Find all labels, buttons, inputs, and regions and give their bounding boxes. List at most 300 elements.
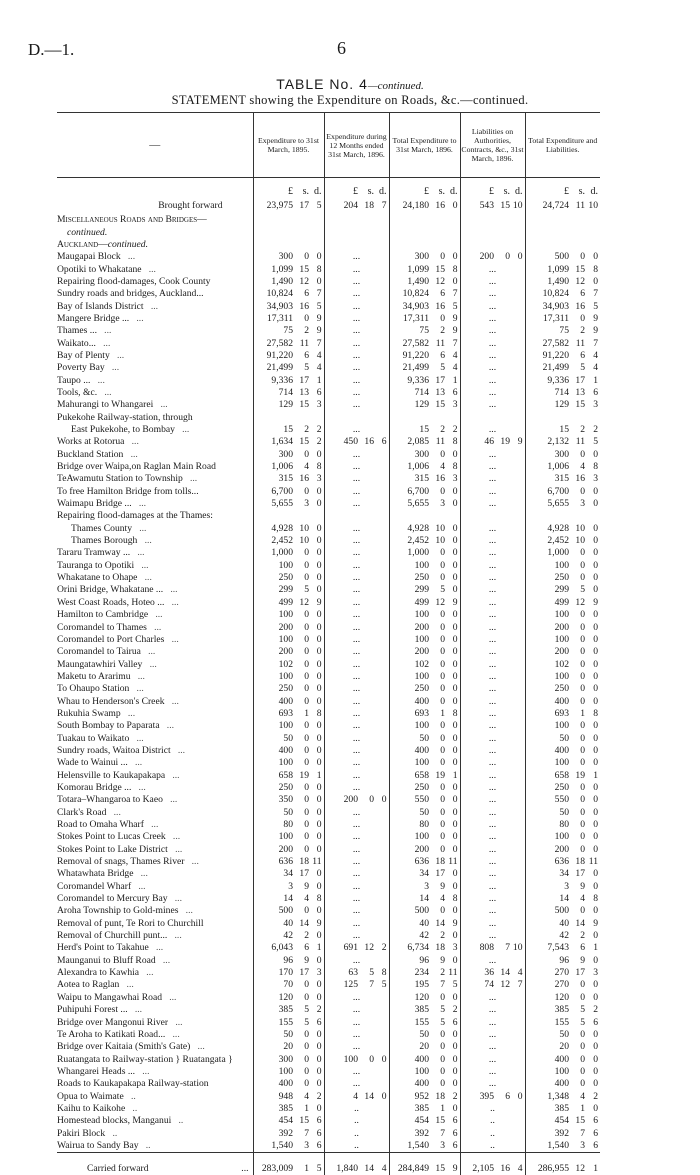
shillings-value: 0 (580, 720, 585, 732)
shillings-value: 4 (304, 893, 309, 905)
pence-value: 0 (309, 634, 324, 646)
pence-value: 7 (593, 337, 598, 349)
pence-value: 0 (593, 448, 598, 460)
shillings-value: 0 (580, 831, 585, 843)
value-placeholder: ... (324, 868, 389, 880)
row-label-text: Waimapu Bridge ... (57, 498, 132, 510)
leader-dots: ... (144, 572, 152, 584)
pence-value: 0 (445, 523, 460, 535)
pounds-value: 2,452 (271, 535, 293, 547)
table-title-suffix: —continued. (367, 80, 424, 92)
row-label (57, 646, 253, 658)
shillings-value: 5 (369, 967, 374, 979)
shillings-value: 0 (304, 559, 309, 571)
leader-dots: ... (137, 547, 145, 559)
row-label (57, 424, 253, 436)
pounds-value: 34 (559, 868, 569, 880)
pounds-value: 299 (278, 584, 293, 596)
pence-value: 0 (445, 634, 460, 646)
shillings-value: 2 (440, 424, 445, 436)
pence-value: 2 (445, 1090, 460, 1102)
unit-pence: d. (590, 186, 598, 197)
empty-cell (324, 412, 389, 424)
table-row (57, 560, 600, 572)
pence-value: 0 (445, 905, 460, 917)
pounds-value: 96 (559, 954, 569, 966)
table-row (57, 819, 600, 831)
row-label-text: Maunganui to Bluff Road (57, 954, 156, 966)
pounds-value: 250 (278, 572, 293, 584)
pence-value: 9 (445, 918, 460, 930)
table-row (57, 646, 600, 658)
section-continued-row-label (57, 226, 253, 238)
shillings-value: 0 (580, 819, 585, 831)
pounds-value: 499 (414, 596, 429, 608)
leader-dots: ... (172, 831, 181, 843)
shillings-value: 0 (580, 781, 585, 793)
pence-value: 11 (445, 856, 460, 868)
pounds-value: 400 (554, 1078, 569, 1090)
shillings-value: 15 (435, 263, 445, 275)
value-placeholder: ... (460, 708, 525, 720)
row-label-text: Rukuhia Swamp (57, 707, 121, 719)
shillings-value: 0 (440, 572, 445, 584)
row-label (57, 547, 253, 559)
pounds-value: 200 (554, 843, 569, 855)
row-label-text: Road to Omaha Wharf (57, 819, 144, 831)
row-label-text: Waipu to Mangawhai Road (57, 991, 163, 1003)
shillings-value: 9 (304, 880, 309, 892)
pounds-value: 74 (484, 979, 494, 991)
pence-value: 9 (445, 325, 460, 337)
pence-value: 0 (309, 868, 324, 880)
pounds-value: 4 (353, 1090, 358, 1102)
pence-value: 0 (309, 1078, 324, 1090)
pence-value: 2 (309, 424, 324, 436)
pence-value: 0 (309, 807, 324, 819)
row-label (57, 881, 253, 893)
pounds-value: 6,700 (271, 485, 293, 497)
shillings-value: 0 (304, 1053, 309, 1065)
row-label-text: Coromandel Wharf (57, 880, 132, 892)
shillings-value: 3 (304, 1139, 309, 1151)
shillings-value: 0 (580, 979, 585, 991)
pounds-value: 300 (554, 448, 569, 460)
pounds-value: 350 (278, 794, 293, 806)
shillings-value: 0 (580, 1053, 585, 1065)
pence-value: 9 (309, 597, 324, 609)
shillings-value: 1 (440, 707, 445, 719)
pounds-value: 100 (414, 1065, 429, 1077)
table-row (57, 300, 600, 312)
value-placeholder: ... (324, 831, 389, 843)
row-label (57, 251, 253, 263)
empty-cell (324, 226, 389, 238)
pounds-value: 100 (554, 831, 569, 843)
value-placeholder: ... (324, 720, 389, 732)
value-placeholder: ... (460, 918, 525, 930)
leader-dots: ... (182, 424, 190, 436)
pence-value: 2 (374, 942, 389, 954)
column-header-expenditure-12-months: Expenditure during 12 Months ended 31st March, 1896. (324, 113, 389, 178)
row-label-text: Bridge over Mangonui River (57, 1016, 169, 1028)
shillings-value: 6 (580, 288, 585, 300)
value-placeholder: ... (460, 905, 525, 917)
row-label (57, 868, 253, 880)
row-label-text: Tools, &c. (57, 386, 98, 398)
table-row (57, 1066, 600, 1078)
shillings-value: 0 (580, 670, 585, 682)
value-placeholder: ... (324, 732, 389, 744)
pounds-value: 400 (554, 744, 569, 756)
row-label (57, 498, 253, 510)
table-row (57, 609, 600, 621)
pounds-value: 693 (554, 707, 569, 719)
shillings-value: 5 (440, 1016, 445, 1028)
pence-value: 6 (593, 1127, 598, 1139)
pence-value: 0 (445, 658, 460, 670)
row-label-text: Poverty Bay (57, 362, 105, 374)
value-placeholder: ... (460, 523, 525, 535)
pence-value: 9 (309, 325, 324, 337)
row-label (57, 300, 253, 312)
pence-value: 0 (445, 560, 460, 572)
shillings-value: 0 (304, 819, 309, 831)
value-placeholder: ... (460, 955, 525, 967)
pounds-value: 102 (278, 658, 293, 670)
value-placeholder: ... (324, 930, 389, 942)
pounds-value: 250 (278, 683, 293, 695)
table-row (57, 325, 600, 337)
pounds-value: 120 (278, 991, 293, 1003)
shillings-value: 13 (575, 386, 585, 398)
pence-value: 0 (445, 683, 460, 695)
pence-value: 8 (309, 263, 324, 275)
value-placeholder: ... (460, 745, 525, 757)
table-row (57, 831, 600, 843)
leader-dots: ... (144, 535, 152, 547)
pounds-value: 40 (419, 917, 429, 929)
table-row (57, 1127, 600, 1139)
shillings-value: 5 (440, 362, 445, 374)
pence-value: 2 (445, 424, 460, 436)
shillings-value: 2 (580, 424, 585, 436)
shillings-value: 0 (304, 572, 309, 584)
pence-value: 0 (309, 979, 324, 991)
pence-value: 8 (309, 461, 324, 473)
pounds-value: 300 (278, 1053, 293, 1065)
row-label (57, 782, 253, 794)
value-placeholder: ... (324, 251, 389, 263)
value-placeholder: ... (460, 658, 525, 670)
column-header-description: — (57, 113, 253, 178)
shillings-value: 15 (575, 263, 585, 275)
row-label-text: Kaihu to Kaikohe (57, 1102, 126, 1114)
table-row (57, 708, 600, 720)
value-placeholder: ... (460, 449, 525, 461)
pence-value: 0 (445, 992, 460, 1004)
pounds-value: 100 (414, 559, 429, 571)
value-placeholder: ... (324, 276, 389, 288)
shillings-value: 0 (580, 251, 585, 263)
shillings-value: 0 (440, 843, 445, 855)
table-row (57, 1140, 600, 1153)
table-row (57, 621, 600, 633)
pounds-value: 1,634 (271, 436, 293, 448)
table-row (57, 1090, 600, 1102)
row-label-text: Coromandel to Thames (57, 621, 147, 633)
pence-value: 1 (445, 374, 460, 386)
shillings-value: 0 (440, 658, 445, 670)
pence-value: 0 (593, 559, 598, 571)
leader-dots: ... (134, 757, 143, 769)
table-row (57, 362, 600, 374)
pounds-value: 1,099 (407, 263, 429, 275)
leader-dots: ... (148, 263, 156, 275)
row-label (57, 720, 253, 732)
pounds-value: 1,000 (407, 547, 429, 559)
leader-dots: ... (136, 683, 144, 695)
pence-value: 0 (445, 1041, 460, 1053)
unit-shilling: s. (503, 186, 510, 197)
value-placeholder: ... (324, 745, 389, 757)
value-placeholder: ... (324, 844, 389, 856)
shillings-value: 0 (440, 683, 445, 695)
pence-value: 0 (593, 880, 598, 892)
shillings-value: 14 (435, 917, 445, 929)
pence-value: 0 (374, 794, 389, 806)
row-label-text: Tararu Tramway ... (57, 547, 131, 559)
pounds-value: 9,336 (271, 374, 293, 386)
shillings-value: 7 (580, 1127, 585, 1139)
shillings-value: 12 (299, 596, 309, 608)
shillings-value: 0 (580, 547, 585, 559)
shillings-value: 0 (440, 720, 445, 732)
pence-value: 6 (309, 1016, 324, 1028)
pence-value: 7 (445, 337, 460, 349)
pounds-value: 23,975 (266, 200, 293, 211)
pounds-value: 21,499 (266, 362, 293, 374)
pence-value: 2 (309, 436, 324, 448)
shillings-value: 0 (440, 1065, 445, 1077)
pounds-value: 2,452 (407, 535, 429, 547)
row-label (57, 708, 253, 720)
table-row (57, 955, 600, 967)
pence-value: 4 (593, 362, 598, 374)
pounds-value: 499 (554, 596, 569, 608)
value-placeholder: ... (460, 399, 525, 411)
table-row (57, 918, 600, 930)
pounds-value: 392 (278, 1127, 293, 1139)
leader-dots: ... (138, 781, 146, 793)
shillings-value: 9 (580, 880, 585, 892)
pounds-value: 6,734 (407, 942, 429, 954)
pounds-value: 34 (283, 868, 293, 880)
row-label-text: Waikato... (57, 337, 96, 349)
table-row (57, 350, 600, 362)
pence-value: 0 (445, 794, 460, 806)
shillings-value: 11 (575, 337, 585, 349)
empty-cell (253, 510, 324, 522)
pence-value: 6 (445, 1127, 460, 1139)
value-placeholder: ... (324, 918, 389, 930)
pence-value: 0 (593, 905, 598, 917)
pounds-value: 96 (419, 954, 429, 966)
shillings-value: 7 (505, 942, 510, 954)
shillings-value: 1 (580, 1102, 585, 1114)
pounds-value: 200 (414, 621, 429, 633)
value-placeholder: ... (324, 1078, 389, 1090)
row-label (57, 510, 253, 522)
row-label (57, 1127, 253, 1139)
value-placeholder: ... (324, 387, 389, 399)
leader-dots: ... (151, 819, 159, 831)
shillings-value: 0 (369, 1053, 374, 1065)
value-placeholder: ... (324, 449, 389, 461)
row-label-text: Repairing flood-damages at the Thames: (57, 510, 213, 522)
table-row (57, 313, 600, 325)
row-label-text: West Coast Roads, Hoteo ... (57, 596, 165, 608)
pence-value: 0 (445, 831, 460, 843)
row-label-text: Herd's Point to Takahue (57, 942, 149, 954)
subsection-heading-row-label (57, 239, 253, 251)
leader-dots: ... (113, 806, 121, 818)
pounds-value: 91,220 (266, 349, 293, 361)
pounds-value: 100 (554, 559, 569, 571)
value-placeholder: ... (460, 498, 525, 510)
pounds-value: 10,824 (402, 288, 429, 300)
shillings-value: 3 (304, 498, 309, 510)
shillings-value: 4 (304, 461, 309, 473)
shillings-value: 12 (364, 942, 374, 954)
shillings-value: 6 (304, 288, 309, 300)
value-placeholder: .. (324, 1103, 389, 1115)
shillings-value: 19 (299, 769, 309, 781)
table-row (57, 436, 600, 448)
pence-value: 0 (593, 831, 598, 843)
pounds-value: 15 (559, 424, 569, 436)
pounds-value: 42 (559, 930, 569, 942)
pence-value: 0 (445, 1066, 460, 1078)
pence-value: 0 (593, 1041, 598, 1053)
table-row (57, 584, 600, 596)
value-placeholder: ... (324, 955, 389, 967)
shillings-value: 12 (435, 596, 445, 608)
pounds-value: 100 (414, 670, 429, 682)
pounds-value: 500 (554, 905, 569, 917)
leader-dots: ... (189, 473, 198, 485)
leader-dots: ... (116, 349, 125, 361)
pence-value: 8 (593, 263, 598, 275)
table-row (57, 930, 600, 942)
pounds-value: 120 (554, 991, 569, 1003)
pounds-value: 300 (414, 251, 429, 263)
table-row (57, 1115, 600, 1127)
shillings-value: 0 (580, 658, 585, 670)
pounds-value: 17,311 (266, 312, 293, 324)
shillings-value: 0 (440, 757, 445, 769)
value-placeholder: ... (460, 720, 525, 732)
row-label (57, 819, 253, 831)
pence-value: 0 (593, 535, 598, 547)
shillings-value: 5 (304, 362, 309, 374)
table-row (57, 387, 600, 399)
shillings-value: 17 (575, 967, 585, 979)
shillings-value: 2 (580, 325, 585, 337)
row-label (57, 794, 253, 806)
row-label-text: Coromandel to Mercury Bay (57, 893, 168, 905)
pounds-value: 40 (283, 917, 293, 929)
pounds-value: 395 (479, 1090, 494, 1102)
pence-value: 8 (309, 708, 324, 720)
shillings-value: 0 (304, 1041, 309, 1053)
pence-value: 4 (510, 1153, 525, 1175)
value-placeholder: .. (460, 1127, 525, 1139)
table-row (57, 745, 600, 757)
pounds-value: 550 (554, 794, 569, 806)
expenditure-table (57, 112, 600, 1175)
table-row (57, 1016, 600, 1028)
row-label-text: Stokes Point to Lucas Creek (57, 831, 166, 843)
row-label (57, 955, 253, 967)
shillings-value: 17 (299, 200, 309, 211)
pence-value: 6 (309, 387, 324, 399)
empty-cell (525, 510, 600, 522)
table-row (57, 634, 600, 646)
pounds-value: 2,105 (460, 1153, 494, 1175)
shillings-value: 0 (580, 1041, 585, 1053)
pence-value: 7 (445, 288, 460, 300)
row-label-text: Works at Rotorua (57, 436, 125, 448)
shillings-value: 15 (299, 1115, 309, 1127)
unit-pence: d. (309, 178, 324, 199)
pence-value: 5 (445, 300, 460, 312)
table-row (57, 856, 600, 868)
empty-cell (324, 510, 389, 522)
shillings-value: 0 (580, 991, 585, 1003)
leader-dots: ... (185, 905, 193, 917)
row-label (57, 634, 253, 646)
shillings-value: 11 (299, 337, 309, 349)
row-label-text: Bay of Plenty (57, 349, 110, 361)
value-placeholder: ... (460, 461, 525, 473)
row-label-text: Tauranga to Opotiki (57, 559, 135, 571)
pounds-value: 100 (554, 609, 569, 621)
shillings-value: 0 (304, 1065, 309, 1077)
shillings-value: 15 (435, 399, 445, 411)
value-placeholder: ... (460, 646, 525, 658)
row-label (57, 732, 253, 744)
pence-value: 9 (593, 917, 598, 929)
pounds-value: 714 (278, 386, 293, 398)
pence-value: 0 (309, 782, 324, 794)
pounds-value: 5,655 (271, 498, 293, 510)
table-row (57, 757, 600, 769)
shillings-value: 5 (440, 584, 445, 596)
shillings-value: 0 (580, 683, 585, 695)
column-header-expenditure-1895: Expenditure to 31st March, 1895. (253, 113, 324, 178)
row-label-text: Homestead blocks, Manganui (57, 1115, 172, 1127)
pounds-value: 948 (278, 1090, 293, 1102)
shillings-value: 5 (580, 362, 585, 374)
empty-cell (525, 214, 600, 226)
pence-value: 0 (445, 1078, 460, 1090)
pounds-value: 20 (283, 1041, 293, 1053)
row-label (57, 992, 253, 1004)
pounds-value: 284,849 (389, 1153, 429, 1175)
value-placeholder: ... (324, 1066, 389, 1078)
empty-cell (253, 239, 324, 251)
